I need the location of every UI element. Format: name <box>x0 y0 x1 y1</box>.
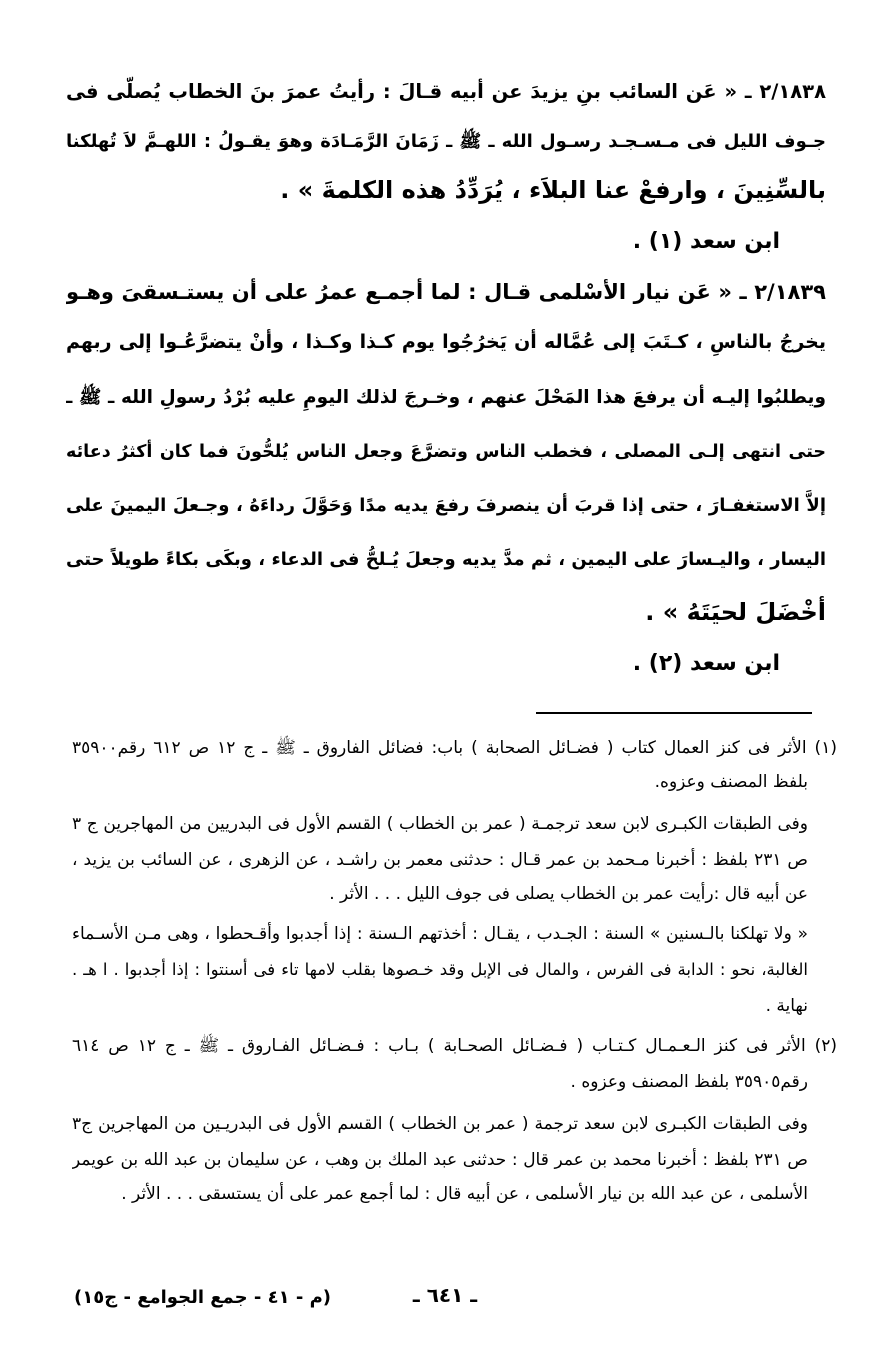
footnote-2-line-4: ص ٢٣١ بلفظ : أخبرنا محمد بن عمر قال : حدثنى عبد الملك بن وهب ، عن سليمان بن عبد الله بن عويمر <box>72 1150 808 1170</box>
footnote-1-line-1: (١) الأثر فى كنز العمال كتاب ( فضـائل الصحابة ) باب: فضائل الفاروق ـ ﷺ ـ ج ١٢ ص ٦١٢ رقم٣٥٩٠٠ <box>72 738 837 758</box>
hadith-1839-line-1: ٢/١٨٣٩ ـ « عَن نيار الأسْلمى قـال : لما أجمـع عمرُ على أن يستـسقىَ وهـو <box>66 280 826 304</box>
hadith-1839-line-6: اليسار ، واليـسارَ على اليمين ، ثم مدَّ يديه وجعلَ يُـلحُّ فى الدعاء ، وبكَى بكاءً طويلاً حتى <box>66 549 826 570</box>
footnote-2-line-5: الأسلمى ، عن عبد الله بن نيار الأسلمى ، عن أبيه قال : لما أجمع عمر على أن يستسقى . . . الأثر . <box>121 1184 808 1204</box>
footnote-1-line-8: نهاية . <box>765 996 808 1016</box>
footnote-1-line-3: وفى الطبقات الكبـرى لابن سعد ترجمـة ( عمر بن الخطاب ) القسم الأول فى البدريين من المهاجرين ج ٣ <box>72 814 808 834</box>
footnote-separator <box>536 712 812 714</box>
page-number: ـ ٦٤١ ـ <box>412 1283 478 1307</box>
hadith-1839-line-2: يخرجُ بالناسِ ، كـتَبَ إلى عُمَّاله أن يَخرُجُوا يوم كـذا وكـذا ، وأنْ يتضرَّعُـوا إلى ربهم <box>66 331 826 353</box>
hadith-1839-line-3: ويطلبُوا إليـه أن يرفعَ هذا المَحْلَ عنهم ، وخـرجَ لذلك اليومِ عليه بُرْدُ رسولِ الله ـ ﷺ ـ <box>66 387 826 408</box>
hadith-1839-line-7: أخْضَلَ لحيَتَهُ » . <box>645 598 826 626</box>
hadith-1839-source: ابن سعد (٢) . <box>632 651 780 676</box>
footnote-1-line-6: « ولا تهلكنا بالـسنين » السنة : الجـدب ، يقـال : أخذتهم الـسنة : إذا أجدبوا وأقـحطوا ، وهى مـن الأسـماء <box>72 924 808 944</box>
hadith-1838-line-3: بالسِّنِينَ ، وارفعْ عنا البلاَء ، يُرَدِّدُ هذه الكلمةَ » . <box>280 176 826 204</box>
footnote-2-line-3: وفى الطبقات الكبـرى لابن سعد ترجمة ( عمر بن الخطاب ) القسم الأول فى البدريـين من المهاجرين ج٣ <box>72 1114 808 1134</box>
footnote-2-line-1: (٢) الأثر فى كنز الـعـمـال كـتـاب ( فـضـائل الصحـابة ) بـاب : فـضـائل الفـاروق ـ ﷺ ـ ج ١٢ ص ٦١٤ <box>72 1036 837 1056</box>
hadith-1839-line-5: إلاَّ الاستغفـارَ ، حتى إذا قربَ أن ينصرفَ رفعَ يديه مدًا وَحَوَّلَ رداءَهُ ، وجـعلَ اليمينَ على <box>66 495 826 516</box>
hadith-1838-source: ابن سعد (١) . <box>632 229 780 254</box>
hadith-1838-line-2: جـوف الليل فى مـسـجـد رسـول الله ـ ﷺ ـ زَمَانَ الرَّمَـادَة وهوَ يقـولُ : اللهـمَّ لاَ تُهلكنا <box>66 131 826 152</box>
footnote-1-line-7: الغالبة، نحو : الدابة فى الفرس ، والمال فى الإبل وقد خـصوها بقلب لامها تاء فى أسنتوا : إذا أجدبوا . ا هـ . <box>72 960 808 979</box>
footnote-2-line-2: رقم٣٥٩٠٥ بلفظ المصنف وعزوه . <box>570 1072 808 1092</box>
footnote-1-line-4: ص ٢٣١ بلفظ : أخبرنا مـحمد بن عمر قـال : حدثنى معمر بن راشـد ، عن الزهرى ، عن السائب بن يزيد ، <box>72 850 808 870</box>
hadith-1838-line-1: ٢/١٨٣٨ ـ « عَن السائب بنِ يزيدَ عن أبيه قـالَ : رأيتُ عمرَ بنَ الخطاب يُصلّى فى <box>66 80 826 103</box>
hadith-1839-line-4: حتى انتهى إلـى المصلى ، فخطب الناس وتضرَّعَ وجعل الناس يُلحُّونَ فما كان أكثرُ دعائه <box>66 442 826 462</box>
footnote-1-line-5: عن أبيه قال :رأيت عمر بن الخطاب يصلى فى جوف الليل . . . الأثر . <box>329 884 808 904</box>
signature-mark: (م - ٤١ - جمع الجوامع - ج١٥) <box>74 1287 332 1308</box>
footnote-1-line-2: بلفظ المصنف وعزوه. <box>654 772 808 792</box>
